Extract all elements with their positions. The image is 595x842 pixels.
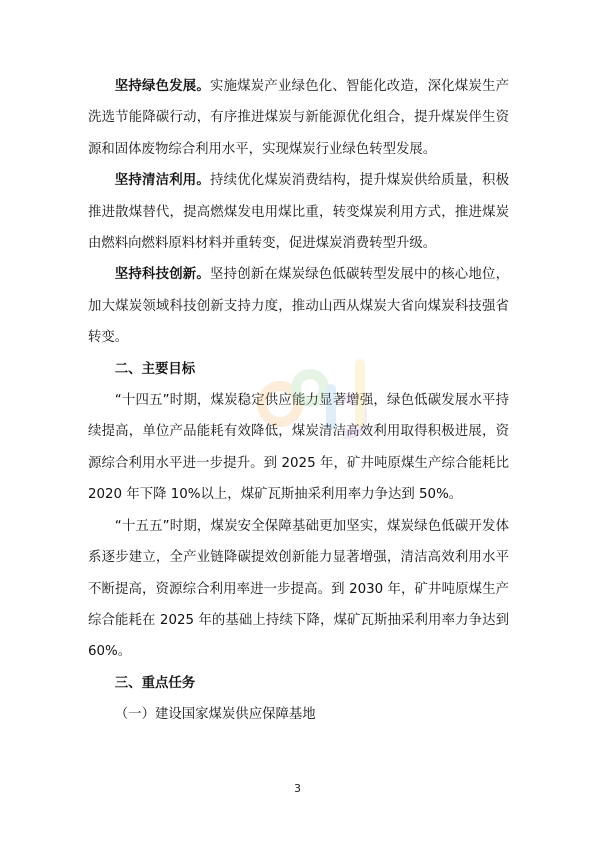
paragraph-text: 坚持创新在煤炭绿色低碳转型发展中的核心地位，加大煤炭领域科技创新支持力度，推动山西从煤炭大省向煤炭科技强省转变。 [88, 267, 509, 346]
paragraph-title: 坚持清洁利用。 [114, 173, 210, 189]
paragraph-text: 实施煤炭产业绿色化、智能化改造，深化煤炭生产洗选节能降碳行动，有序推进煤炭与新能源优化组合，提升煤炭伴生资源和固体废物综合利用水平，实现煤炭行业绿色转型发展。 [88, 79, 509, 157]
paragraph-title: 坚持科技创新。 [114, 267, 210, 283]
section-heading-main-goals: 二、主要目标 [114, 361, 196, 377]
paragraph-tech-innovation [88, 259, 509, 353]
document-body [88, 71, 509, 731]
subsection-heading-supply-base: （一）建设国家煤炭供应保障基地 [114, 707, 316, 723]
paragraph-14th-five-year: “十四五”时期，煤炭稳定供应能力显著增强，绿色低碳发展水平持续提高，单位产品能耗有效降低，煤炭清洁高效利用取得积极进展，资源综合利用水平进一步提升。到 2025 年，矿井吨原煤生产综合能耗比 2020 年下降 10%以上，煤矿瓦斯抽采利用率力争达到 50%。 [88, 393, 509, 503]
paragraph-title: 坚持绿色发展。 [114, 79, 210, 94]
paragraph-text: 持续优化煤炭消费结构，提升煤炭供给质量，积极推进散煤替代，提高燃煤发电用煤比重，转变煤炭利用方式，推进煤炭由燃料向燃料原料材料并重转变，促进煤炭消费转型升级。 [88, 173, 509, 252]
paragraph-green-development [88, 71, 509, 165]
paragraph-15th-five-year: “十五五”时期，煤炭安全保障基础更加坚实，煤炭绿色低碳开发体系逐步建立，全产业链降碳提效创新能力显著增强，清洁高效利用水平不断提高，资源综合利用率进一步提高。到 2030 年，矿井吨原煤生产综合能耗在 2025 年的基础上持续下降，煤矿瓦斯抽采利用率力争达到 60%。 [88, 518, 509, 660]
section-heading-key-tasks: 三、重点任务 [114, 675, 196, 691]
paragraph-clean-utilization [88, 165, 509, 259]
page-number: 3 [294, 782, 301, 795]
